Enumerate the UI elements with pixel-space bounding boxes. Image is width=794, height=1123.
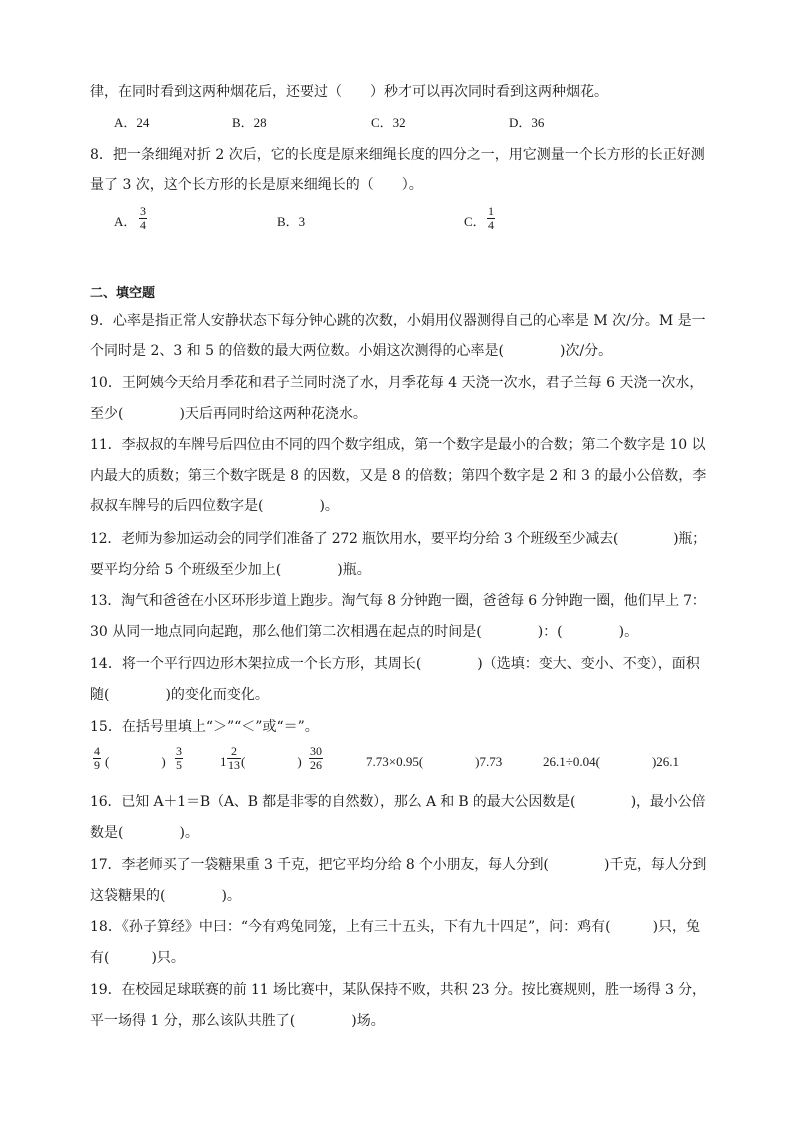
q11-line2: 内最大的质数；第三个数字既是 8 的因数，又是 8 的倍数；第四个数字是 2 和 3 的最小公倍数，李: [90, 468, 707, 484]
q16-line1: 16．已知 A＋1＝B（A、B 都是非零的自然数），那么 A 和 B 的最大公因数是( )，最小公倍: [90, 794, 706, 810]
q16-line2: 数是( )。: [90, 825, 199, 841]
fraction-numerator: 4: [94, 744, 100, 758]
fraction-denominator: 26: [310, 758, 322, 772]
q14-line1: 14．将一个平行四边形木架拉成一个长方形，其周长( )（选填：变大、变小、不变），面积: [90, 656, 700, 672]
q13-line1: 13．淘气和爸爸在小区环形步道上跑步。淘气每 8 分钟跑一圈，爸爸每 6 分钟跑一圈，他们早上 7：: [90, 593, 706, 609]
fraction-denominator: 13: [228, 758, 240, 772]
q15-line: 15．在括号里填上“＞”“＜”或“＝”。: [90, 719, 319, 735]
q7-option-a: A．24: [114, 115, 150, 130]
q15-fraction-30-26: [309, 745, 323, 772]
q15-blank-1[interactable]: ( ): [105, 754, 166, 769]
fraction-numerator: 1: [488, 204, 494, 218]
q15-fraction-3-5: [175, 745, 183, 772]
q19-line1: 19．在校园足球联赛的前 11 场比赛中，某队保持不败，共积 23 分。按比赛规则，胜一场得 3 分，: [90, 982, 706, 998]
q8-option-a-label: A．: [114, 214, 137, 229]
section-title: 二、填空题: [90, 286, 156, 301]
q15-expression-3: 7.73×0.95( )7.73: [366, 754, 503, 769]
q8-line1: 8．把一条细绳对折 2 次后，它的长度是原来细绳长度的四分之一，用它测量一个长方形的长正好测: [90, 147, 705, 163]
q17-line1: 17．李老师买了一袋糖果重 3 千克，把它平均分给 8 个小朋友，每人分到( )千克，每人分到: [90, 857, 707, 873]
q13-line2: 30 从同一地点同向起跑，那么他们第二次相遇在起点的时间是( )：( )。: [90, 624, 639, 640]
q12-line1: 12．老师为参加运动会的同学们准备了 272 瓶饮用水，要平均分给 3 个班级至少减去( )瓶；: [90, 531, 706, 547]
q9-line1: 9．心率是指正常人安静状态下每分钟心跳的次数，小娟用仪器测得自己的心率是 M 次/分。M 是一: [90, 313, 706, 329]
q11-line3: 叔叔车牌号的后四位数字是( )。: [90, 498, 339, 514]
q11-line1: 11．李叔叔的车牌号后四位由不同的四个数字组成，第一个数字是最小的合数；第二个数字是 10 以: [90, 437, 706, 453]
q7-option-b: B．28: [232, 115, 267, 130]
fraction-numerator: 2: [227, 745, 241, 759]
q8-option-c-label: C．: [464, 214, 486, 229]
q10-line1: 10．王阿姨今天给月季花和君子兰同时浇了水，月季花每 4 天浇一次水，君子兰每 6 天浇一次水，: [90, 375, 704, 391]
fraction-numerator: 3: [140, 204, 146, 218]
q7-option-d: D．36: [509, 115, 545, 130]
q8-option-c-fraction: [487, 205, 495, 232]
q8-option-b: B．3: [277, 214, 306, 229]
q14-line2: 随( )的变化而变化。: [90, 687, 269, 703]
q19-line2: 平一场得 1 分，那么该队共胜了( )场。: [90, 1013, 385, 1029]
fraction-numerator: 3: [176, 744, 182, 758]
fraction-denominator: 4: [488, 218, 494, 232]
q15-expression-4: 26.1÷0.04( )26.1: [543, 754, 680, 769]
q8-line2: 量了 3 次，这个长方形的长是原来细绳长的（ ）。: [90, 177, 423, 193]
q12-line2: 要平均分给 5 个班级至少加上( )瓶。: [90, 562, 371, 578]
q18-line2: 有( )只。: [90, 950, 185, 966]
q17-line2: 这袋糖果的( )。: [90, 888, 241, 904]
q9-line2: 个同时是 2、3 和 5 的倍数的最大两位数。小娟这次测得的心率是( )次/分。: [90, 343, 613, 359]
q7-line: 律，在同时看到这两种烟花后，还要过（ ）秒才可以再次同时看到这两种烟花。: [90, 84, 608, 100]
q10-line2: 至少( )天后再同时给这两种花浇水。: [90, 406, 367, 422]
q8-option-a-fraction: [139, 205, 147, 232]
q15-mixed-fraction: [227, 745, 241, 772]
q15-blank-2[interactable]: ( ): [241, 754, 302, 769]
fraction-numerator: 30: [310, 744, 322, 758]
fraction-denominator: 9: [94, 758, 100, 772]
q7-option-c: C．32: [371, 115, 406, 130]
q15-mixed-whole: 1: [220, 754, 227, 769]
fraction-denominator: 5: [176, 758, 182, 772]
q15-fraction-4-9: [93, 745, 101, 772]
fraction-denominator: 4: [140, 218, 146, 232]
q18-line1: 18．《孙子算经》中曰：“今有鸡兔同笼，上有三十五头，下有九十四足”，问：鸡有( )只，兔: [90, 919, 701, 935]
